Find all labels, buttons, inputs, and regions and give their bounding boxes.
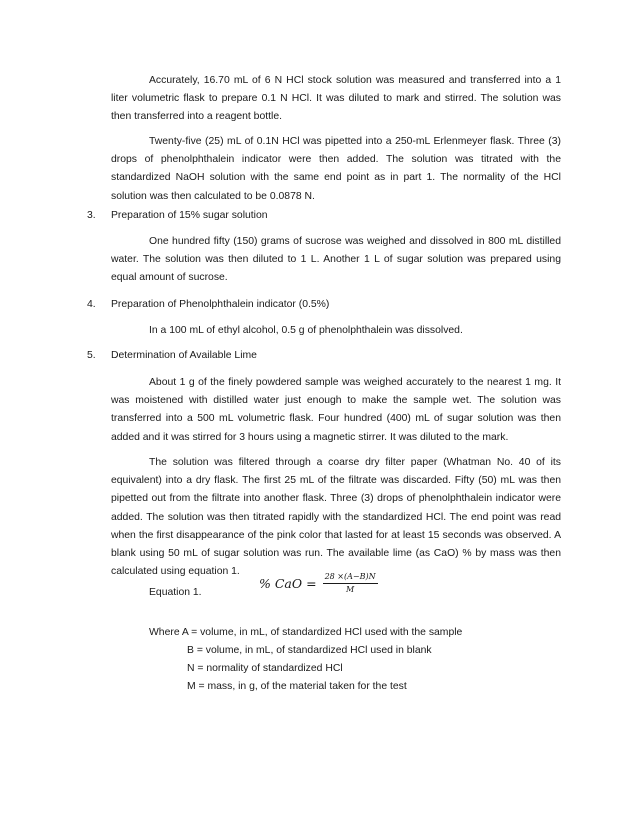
equation-formula [259,569,378,597]
section-4-heading [87,296,329,314]
section-5-heading [87,347,257,365]
section-5-number: 5. [87,350,96,361]
paragraph-sample-preparation: About 1 g of the finely powdered sample was weighed accurately to the nearest 1 mg. It was moistened with distilled water just enough to make the sample wet. The solution was transferred into a 500 mL volumetric flask. Four hundred (400) mL of sugar solution was then added and it was stirred for 3 hours using a magnetic stirrer. It was diluted to the mark. [111,377,561,443]
section-4-title: Preparation of Phenolphthalein indicator (0.5%) [111,299,330,310]
where-definition-n: N = normality of standardized HCl [187,663,343,674]
section-3-title: Preparation of 15% sugar solution [111,210,268,221]
section-5-title: Determination of Available Lime [111,350,257,361]
section-3-heading [87,207,268,225]
where-definition-b: B = volume, in mL, of standardized HCl used in blank [187,645,432,656]
paragraph-filtration-titration: The solution was filtered through a coarse dry filter paper (Whatman No. 40 of its equivalent) into a dry flask. The first 25 mL of the filtrate was discarded. Fifty (50) mL was then pipetted out from the filtrate into another flask. Three (3) drops of phenolphthalein indicator were added. The solution was then titrated rapidly with the standardized HCl. The end point was read when the first disappearance of the pink color that lasted for at least 15 seconds was observed. A blank using 50 mL of sugar solution was run. The available lime (as CaO) % by mass was then calculated using equation 1. [111,457,561,578]
paragraph-hcl-preparation: Accurately, 16.70 mL of 6 N HCl stock solution was measured and transferred into a 1 liter volumetric flask to prepare 0.1 N HCl. It was diluted to mark and stirred. The solution was then transferred into a reagent bottle. [111,75,561,123]
equation-fraction [323,572,378,595]
paragraph-sugar-solution: One hundred fifty (150) grams of sucrose was weighed and dissolved in 800 mL distilled water. The solution was then diluted to 1 L. Another 1 L of sugar solution was prepared using equal amount of sucrose. [111,236,561,284]
section-4-number: 4. [87,299,96,310]
where-definition-a: Where A = volume, in mL, of standardized HCl used with the sample [149,627,463,638]
equation-denominator: M [345,584,355,594]
equation-numerator: 28 ×(A−B)N [323,572,378,584]
where-definition-m: M = mass, in g, of the material taken for the test [187,681,407,692]
paragraph-indicator: In a 100 mL of ethyl alcohol, 0.5 g of phenolphthalein was dissolved. [149,325,463,336]
equation-lhs: % CaO = [259,575,317,591]
equation-label: Equation 1. [149,587,202,598]
paragraph-hcl-standardization: Twenty-five (25) mL of 0.1N HCl was pipetted into a 250-mL Erlenmeyer flask. Three (3) drops of phenolphthalein indicator were then added. The solution was titrated with the standardized NaOH solution with the same end point as in part 1. The normality of the HCl solution was then calculated to be 0.0878 N. [111,136,561,202]
section-3-number: 3. [87,210,96,221]
